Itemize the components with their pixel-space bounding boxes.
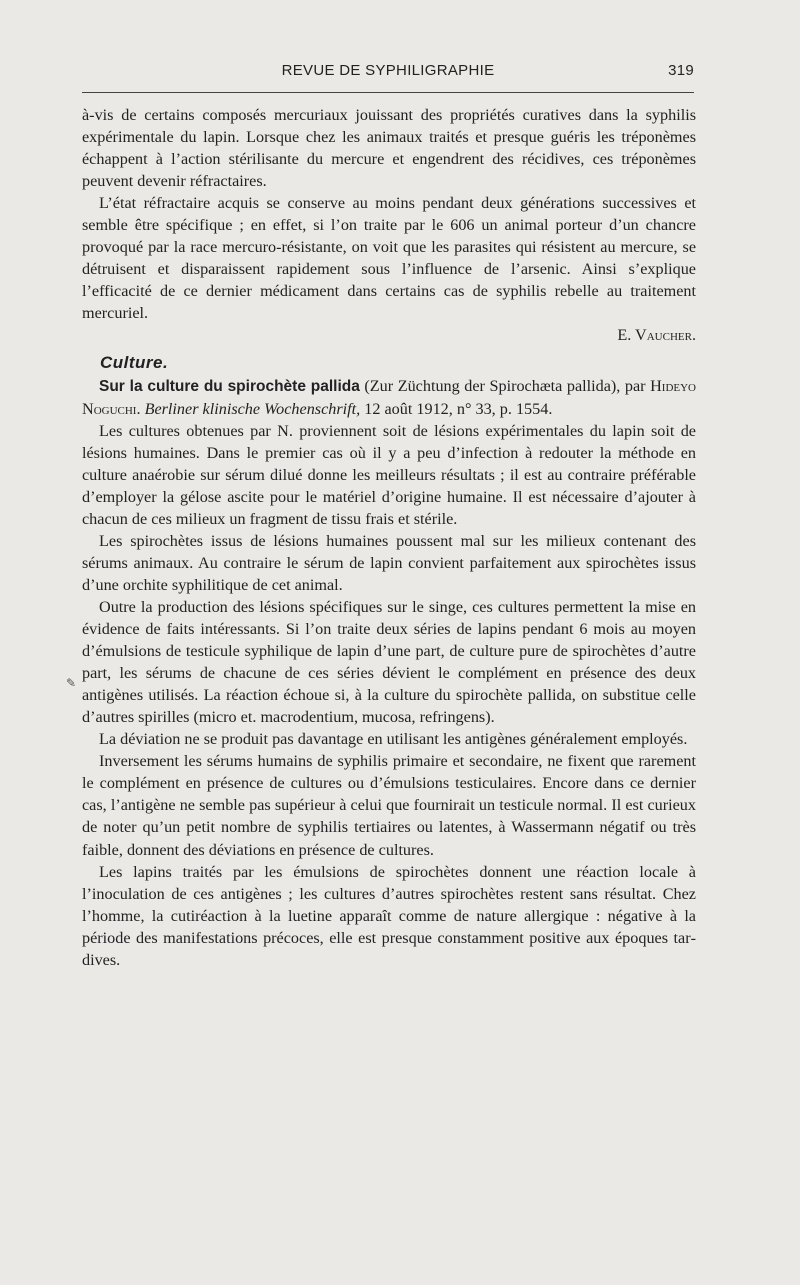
reference-separator: . <box>136 399 145 418</box>
header-rule <box>82 92 694 93</box>
article-reference <box>82 375 696 420</box>
paragraph: à-vis de certains composés mercuriaux jouissant des propriétés curatives dans la syphilis expérimentale du lapin. Lorsque chez les animaux traités et presque guéris les tréponèmes échappent à l’action stérilisante du mercure et engendrent des récidives, ces tréponèmes peuvent devenir réfractaires. <box>82 106 696 191</box>
margin-mark: ✎ <box>66 676 77 690</box>
author-signature: E. Vaucher. <box>617 326 696 345</box>
original-title: (Zur Züchtung der Spirochæta pallida), par <box>359 376 651 395</box>
body-text <box>82 104 696 971</box>
page-header <box>82 60 694 86</box>
article-author: Hideyo Noguchi <box>82 376 696 418</box>
signature-line <box>82 324 696 346</box>
citation-details: 12 août 1912, n° 33, p. 1554. <box>360 399 553 418</box>
paragraph: Les spirochètes issus de lésions humaines poussent mal sur les milieux contenant des sérums animaux. Au contraire le sérum de lapin convient parfaitement aux spirochètes issus d’une orchite syphilitique de cet animal. <box>82 531 696 594</box>
paragraph: Les cultures obtenues par N. proviennent soit de lésions expérimentales du lapin soit de lésions humaines. Dans le premier cas où il y a peu d’infection à redouter la méthode en culture anaérobie sur sérum dilué donne les meilleurs résultats ; il est au contraire préférable d’employer la gélose ascite pour le matériel d’origine humaine. Il est nécessaire d’ajouter à chacun de ces milieux un fragment de tissu frais et stérile. <box>82 421 696 528</box>
paragraph: Les lapins traités par les émulsions de spirochètes donnent une réaction locale à l’inoculation de ces antigènes ; les cultures d’autres spirochètes restent sans résultat. Chez l’homme, la cutiréaction à la luetine apparaît comme de nature allergique : négative à la période des manifestations précoces, elle est presque constamment positive aux époques tardives. <box>82 862 696 969</box>
journal-name: Berliner klinische Wochenschrift, <box>144 399 361 418</box>
article-title: Sur la culture du spirochète pallida <box>99 377 360 395</box>
page-number: 319 <box>668 62 694 79</box>
paragraph: Inversement les sérums humains de syphilis primaire et secondaire, ne fixent que rarement le complément en présence de cultures ou d’émulsions testiculaires. Encore dans ce dernier cas, l’antigène ne semble pas supérieur à celui que fournirait un testicule normal. Il est curieux de noter qu’un petit nombre de syphilis tertiaires ou latentes, à Wassermann négatif ou très faible, donnent des déviations en présence de cultures. <box>82 752 696 859</box>
paragraph: Outre la production des lésions spécifiques sur le singe, ces cultures permettent la mise en évidence de faits intéressants. Si l’on traite deux séries de lapins pendant 6 mois au moyen d’émulsions de testicule syphilique de lapin d’une part, de culture pure de spirochètes d’autre part, les sérums de chacune de ces séries dévient le complément en présence des deux antigènes utilisés. La réaction échoue si, à la culture du spirochète pallida, on substitue celle d’autres spirilles (micro et. macrodentium, mucosa, refringens). <box>82 597 696 727</box>
section-heading: Culture. <box>100 352 169 372</box>
running-title: REVUE DE SYPHILIGRAPHIE <box>281 62 495 79</box>
paragraph: L’état réfractaire acquis se conserve au moins pendant deux générations successives et semble être spécifique ; en effet, si l’on traite par le 606 un animal porteur d’un chancre provoqué par la race mercuro-résistante, on voit que les parasites qui résistent au mercure, se détruisent et disparaissent rapidement sous l’influence de l’arsenic. Ainsi s’explique l’efficacité de ce dernier médicament dans certains cas de syphilis rebelle au traitement mercuriel. <box>82 194 696 323</box>
paragraph: La déviation ne se produit pas davantage en utilisant les antigènes généralement employés. <box>99 730 688 749</box>
